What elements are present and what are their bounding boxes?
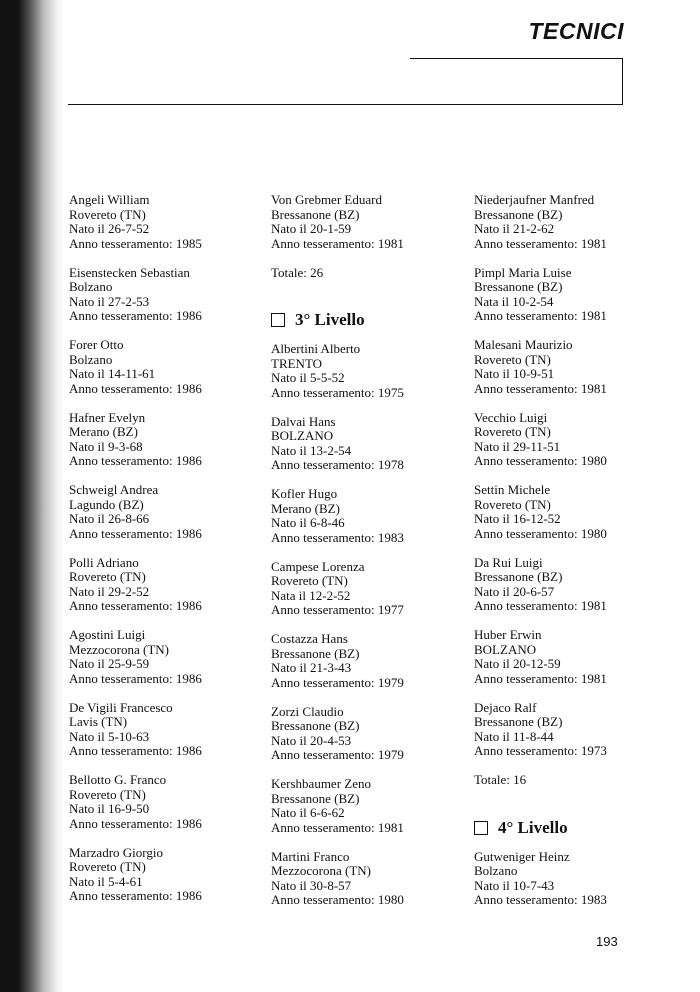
member-name: Da Rui Luigi [474, 554, 543, 570]
member-place: Bressanone (BZ) [271, 645, 360, 661]
level-heading-text: 4° Livello [498, 817, 568, 837]
member-entry [69, 628, 269, 686]
member-birthdate: Nato il 20-12-59 [474, 656, 561, 671]
member-birthdate: Nato il 5-5-52 [271, 370, 345, 385]
entry-list [271, 193, 471, 251]
member-entry [271, 342, 471, 400]
entry-list [474, 850, 674, 908]
member-entry [474, 266, 674, 324]
member-registration-year: Anno tesseramento: 1980 [474, 453, 607, 468]
member-birthdate: Nato il 26-7-52 [69, 221, 150, 236]
member-birthdate: Nato il 9-3-68 [69, 438, 143, 454]
member-registration-year: Anno tesseramento: 1986 [69, 815, 202, 831]
member-registration-year: Anno tesseramento: 1977 [271, 602, 404, 617]
member-registration-year: Anno tesseramento: 1986 [69, 525, 202, 541]
member-place: Rovereto (TN) [271, 573, 348, 588]
member-registration-year: Anno tesseramento: 1986 [69, 670, 202, 686]
checkbox-square-icon [271, 313, 285, 327]
member-place: Mezzocorona (TN) [271, 863, 371, 878]
totale-count: Totale: 16 [474, 772, 527, 787]
member-name: Agostini Luigi [69, 627, 146, 642]
member-name: Von Grebmer Eduard [271, 192, 382, 207]
member-birthdate: Nato il 14-11-61 [69, 366, 156, 381]
member-registration-year: Anno tesseramento: 1981 [474, 380, 607, 396]
member-name: Kershbaumer Zeno [271, 776, 371, 791]
member-place: Bolzano [69, 279, 113, 294]
member-registration-year: Anno tesseramento: 1986 [69, 308, 202, 323]
member-birthdate: Nato il 30-8-57 [271, 877, 352, 893]
member-name: Niederjaufner Manfred [474, 192, 595, 207]
header-rule-top [410, 58, 623, 59]
member-registration-year: Anno tesseramento: 1985 [69, 235, 202, 251]
member-place: Lagundo (BZ) [69, 496, 144, 512]
member-entry [474, 411, 674, 469]
member-entry [69, 701, 269, 759]
member-registration-year: Anno tesseramento: 1980 [474, 525, 607, 541]
member-name: Malesani Maurizio [474, 337, 573, 352]
member-entry [474, 850, 674, 908]
member-name: Polli Adriano [69, 554, 139, 570]
member-birthdate: Nato il 20-6-57 [474, 583, 555, 599]
member-place: Bressanone (BZ) [474, 206, 563, 222]
member-registration-year: Anno tesseramento: 1979 [271, 674, 404, 690]
member-name: Pimpl Maria Luise [474, 264, 572, 280]
member-entry [474, 483, 674, 541]
member-registration-year: Anno tesseramento: 1981 [474, 308, 607, 323]
member-entry [69, 338, 269, 396]
member-entry [271, 193, 471, 251]
member-place: Lavis (TN) [69, 714, 128, 729]
member-registration-year: Anno tesseramento: 1981 [474, 235, 607, 251]
member-name: Schweigl Andrea [69, 482, 159, 497]
member-place: Bressanone (BZ) [271, 718, 360, 733]
member-name: Vecchio Luigi [474, 409, 548, 425]
level-heading-text: 3° Livello [295, 310, 365, 329]
member-registration-year: Anno tesseramento: 1975 [271, 384, 404, 400]
level-heading [271, 310, 471, 330]
member-registration-year: Anno tesseramento: 1980 [271, 892, 404, 907]
page-number: 193 [596, 934, 618, 949]
member-entry [271, 415, 471, 473]
member-birthdate: Nata il 12-2-52 [271, 587, 351, 603]
book-spine-shadow [0, 0, 64, 992]
member-birthdate: Nato il 29-11-51 [474, 438, 561, 454]
header-rule-right [622, 58, 623, 104]
member-entry [69, 483, 269, 541]
member-place: Rovereto (TN) [69, 786, 146, 802]
member-place: BOLZANO [474, 641, 537, 657]
member-registration-year: Anno tesseramento: 1981 [474, 670, 607, 686]
entry-list [474, 193, 674, 759]
member-place: Bressanone (BZ) [271, 206, 360, 222]
member-name: Forer Otto [69, 337, 124, 352]
member-entry [69, 266, 269, 324]
member-birthdate: Nato il 11-8-44 [474, 728, 554, 744]
member-name: Kofler Hugo [271, 486, 338, 501]
member-name: Albertini Alberto [271, 341, 361, 356]
totale-count: Totale: 26 [271, 264, 324, 280]
member-entry [474, 556, 674, 614]
member-registration-year: Anno tesseramento: 1979 [271, 747, 404, 762]
member-registration-year: Anno tesseramento: 1981 [271, 235, 404, 251]
member-entry [271, 850, 471, 908]
member-registration-year: Anno tesseramento: 1986 [69, 453, 202, 468]
member-entry [69, 411, 269, 469]
member-name: Zorzi Claudio [271, 703, 344, 719]
member-birthdate: Nato il 29-2-52 [69, 583, 150, 599]
member-birthdate: Nato il 5-10-63 [69, 728, 150, 744]
column-3 [474, 193, 674, 922]
member-name: Costazza Hans [271, 631, 348, 646]
member-place: Rovereto (TN) [474, 496, 551, 512]
member-birthdate: Nato il 6-6-62 [271, 805, 345, 820]
member-birthdate: Nata il 10-2-54 [474, 293, 554, 309]
member-birthdate: Nato il 10-7-43 [474, 877, 555, 893]
member-place: Bolzano [474, 863, 518, 878]
member-place: Mezzocorona (TN) [69, 641, 169, 657]
member-name: Bellotto G. Franco [69, 772, 167, 787]
member-name: Marzadro Giorgio [69, 844, 163, 860]
member-birthdate: Nato il 10-9-51 [474, 366, 555, 381]
level-heading [474, 818, 674, 838]
member-registration-year: Anno tesseramento: 1978 [271, 457, 404, 472]
member-place: Rovereto (TN) [474, 351, 551, 367]
member-place: Bolzano [69, 351, 113, 367]
member-place: Rovereto (TN) [474, 424, 551, 439]
member-registration-year: Anno tesseramento: 1981 [474, 598, 607, 613]
member-entry [271, 777, 471, 835]
member-place: Rovereto (TN) [69, 859, 146, 874]
member-place: TRENTO [271, 355, 323, 371]
member-name: Eisenstecken Sebastian [69, 264, 190, 280]
member-birthdate: Nato il 5-4-61 [69, 873, 143, 889]
member-birthdate: Nato il 21-3-43 [271, 660, 352, 675]
member-entry [69, 846, 269, 904]
member-registration-year: Anno tesseramento: 1983 [474, 892, 607, 907]
member-entry [474, 193, 674, 251]
member-registration-year: Anno tesseramento: 1986 [69, 888, 202, 903]
member-registration-year: Anno tesseramento: 1986 [69, 743, 202, 758]
member-name: De Vigili Francesco [69, 699, 173, 715]
member-name: Hafner Evelyn [69, 409, 146, 425]
member-place: Rovereto (TN) [69, 206, 146, 222]
member-name: Gutweniger Heinz [474, 848, 570, 864]
member-name: Angeli William [69, 192, 150, 207]
member-place: Rovereto (TN) [69, 569, 146, 584]
entry-list [271, 342, 471, 908]
header-rule-bottom [68, 104, 623, 105]
member-registration-year: Anno tesseramento: 1986 [69, 598, 202, 613]
member-place: Bressanone (BZ) [474, 279, 563, 294]
member-registration-year: Anno tesseramento: 1973 [474, 743, 607, 758]
column-1 [69, 193, 269, 918]
section-title: TECNICI [528, 18, 624, 44]
member-place: Merano (BZ) [271, 500, 340, 516]
member-name: Huber Erwin [474, 627, 542, 642]
member-name: Campese Lorenza [271, 558, 365, 574]
member-registration-year: Anno tesseramento: 1983 [271, 529, 404, 545]
member-entry [271, 632, 471, 690]
member-birthdate: Nato il 13-2-54 [271, 442, 352, 458]
member-birthdate: Nato il 20-4-53 [271, 732, 352, 748]
member-birthdate: Nato il 16-9-50 [69, 801, 150, 816]
member-birthdate: Nato il 21-2-62 [474, 221, 555, 236]
member-birthdate: Nato il 26-8-66 [69, 511, 150, 526]
member-registration-year: Anno tesseramento: 1986 [69, 380, 202, 396]
column-2 [271, 193, 471, 922]
member-entry [474, 628, 674, 686]
member-entry [271, 560, 471, 618]
checkbox-square-icon [474, 821, 488, 835]
member-birthdate: Nato il 6-8-46 [271, 515, 345, 530]
member-place: Bressanone (BZ) [474, 569, 563, 584]
member-name: Dejaco Ralf [474, 699, 537, 715]
member-birthdate: Nato il 16-12-52 [474, 511, 561, 526]
member-entry [69, 556, 269, 614]
member-entry [69, 773, 269, 831]
member-entry [271, 487, 471, 545]
member-place: BOLZANO [271, 428, 334, 443]
member-birthdate: Nato il 20-1-59 [271, 221, 352, 236]
member-entry [69, 193, 269, 251]
member-place: Merano (BZ) [69, 424, 138, 439]
member-name: Dalvai Hans [271, 413, 336, 429]
member-birthdate: Nato il 27-2-53 [69, 293, 150, 309]
member-birthdate: Nato il 25-9-59 [69, 656, 150, 671]
member-entry [271, 705, 471, 763]
member-entry [474, 338, 674, 396]
member-name: Settin Michele [474, 482, 551, 497]
member-place: Bressanone (BZ) [474, 714, 563, 729]
member-name: Martini Franco [271, 848, 350, 864]
member-registration-year: Anno tesseramento: 1981 [271, 819, 404, 835]
member-entry [474, 701, 674, 759]
member-place: Bressanone (BZ) [271, 790, 360, 806]
